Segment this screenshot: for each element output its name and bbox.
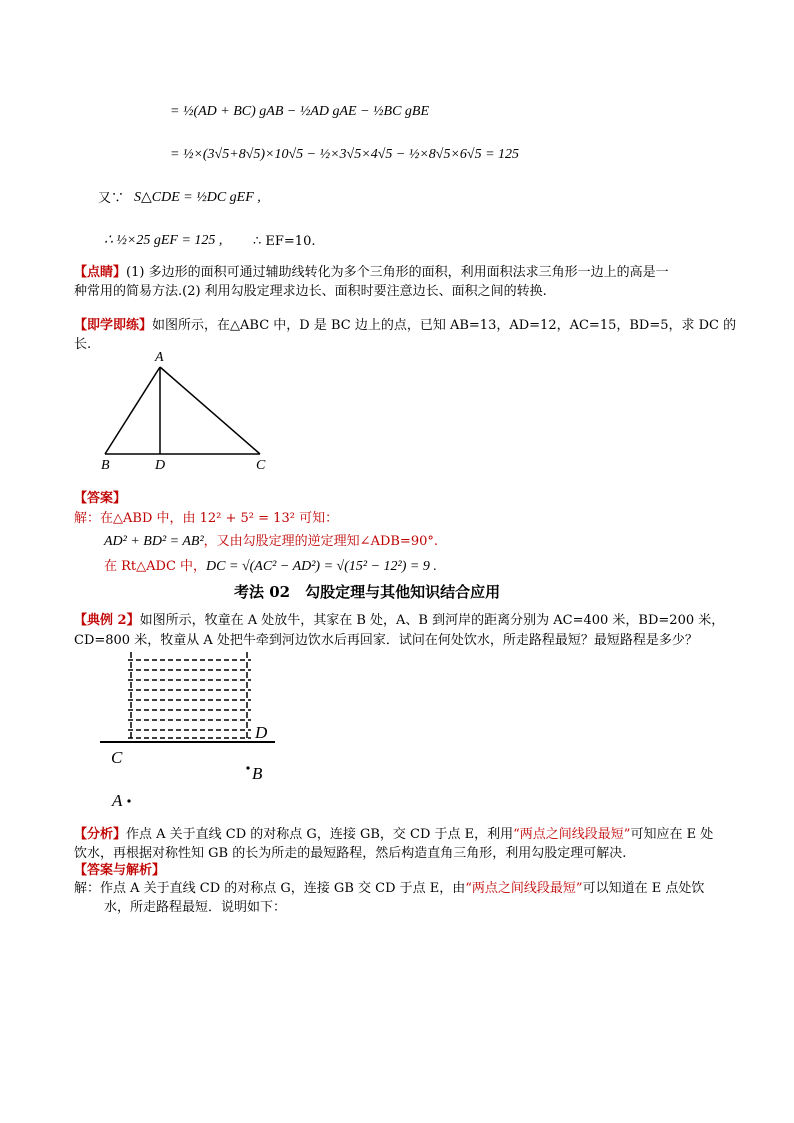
solution-quote: “两点之间线段最短” [465,881,583,896]
example2-paragraph [74,612,724,629]
answer-line-2-text: ，又由勾股定理的逆定理知∠ADB=90°. [203,534,438,549]
practice-line-1: 如图所示，在△ABC 中，D 是 BC 边上的点，已知 AB=13，AD=12，AC=15，BD=5，求 DC 的 [152,318,737,333]
river-label-c: C [111,748,123,767]
answer-line-1: 解：在△ABD 中，由 12² + 5² = 13² 可知： [74,511,339,526]
river-point-b [246,766,249,769]
triangle-side-ab [105,367,160,454]
triangle-label-a: A [155,350,164,365]
solution-label: 【答案与解析】 [74,863,166,878]
answer-label: 【答案】 [74,491,127,506]
tip-label: 【点睛】 [74,265,127,280]
triangle-label-b: B [101,458,110,473]
calc-line-2: = ½×(3√5+8√5)×10√5 − ½×3√5×4√5 − ½×8√5×6√5 = 125 [170,147,520,162]
solution-line-1 [74,880,704,897]
practice-paragraph [74,317,736,334]
calc-again-formula: S△CDE = ½DC gEF , [134,190,261,205]
section-heading: 考法 02 勾股定理与其他知识结合应用 [234,583,501,601]
practice-label: 【即学即练】 [74,318,153,333]
answer-line-2 [104,533,438,550]
river-label-a: A [112,791,123,810]
answer-line-3 [104,558,437,575]
river-figure [95,650,285,810]
calc-again-prefix: 又∵ [98,191,125,206]
triangle-label-d: D [155,458,166,473]
analysis-line-1b: 可知应在 E 处 [630,827,714,842]
analysis-line-1a: 作点 A 关于直线 CD 的对称点 G，连接 GB，交 CD 于点 E，利用 [126,827,514,842]
river-hatching [128,660,251,738]
tip-paragraph [74,264,669,281]
solution-line-1a: 解：作点 A 关于直线 CD 的对称点 G，连接 GB 交 CD 于点 E，由 [74,881,466,896]
river-label-d: D [255,723,268,742]
analysis-paragraph [74,826,713,843]
answer-line-2-formula: AD² + BD² = AB² [104,534,204,549]
river-point-a [127,799,130,802]
practice-line-2: 长. [74,337,92,352]
river-label-b: B [252,764,263,783]
tip-line-2: 种常用的简易方法.(2) 利用勾股定理求边长、面积时要注意边长、面积之间的转换. [74,284,547,299]
analysis-line-2: 饮水，再根据对称性知 GB 的长为所走的最短路程，然后构造直角三角形，利用勾股定理可解决. [74,846,627,861]
analysis-label: 【分析】 [74,827,127,842]
example2-label: 【典例 2】 [74,613,140,628]
example2-line-1: 如图所示，牧童在 A 处放牛，其家在 B 处，A、B 到河岸的距离分别为 AC=400 米，BD=200 米， [139,613,725,628]
tip-line-1: (1) 多边形的面积可通过辅助线转化为多个三角形的面积，利用面积法求三角形一边上的高是一 [126,265,669,280]
triangle-figure [95,345,280,475]
example2-line-2: CD=800 米，牧童从 A 处把牛牵到河边饮水后再回家．试问在何处饮水，所走路程最短？最短路程是多少？ [74,633,698,648]
analysis-quote: “两点之间线段最短” [513,827,631,842]
answer-line-3-formula: DC = √(AC² − AD²) = √(15² − 12²) = 9 . [206,559,437,574]
calc-therefore-result: ∴ EF=10. [253,234,316,249]
triangle-label-c: C [256,458,266,473]
solution-line-1b: 可以知道在 E 点处饮 [582,881,705,896]
calc-line-1: = ½(AD + BC) gAB − ½AD gAE − ½BC gBE [170,104,430,119]
calc-therefore-formula: ∴ ½×25 gEF = 125 , [104,233,223,248]
solution-line-2: 水，所走路程最短．说明如下： [104,900,287,915]
triangle-side-ac [160,367,260,454]
answer-line-3-prefix: 在 Rt△ADC 中， [104,559,207,574]
